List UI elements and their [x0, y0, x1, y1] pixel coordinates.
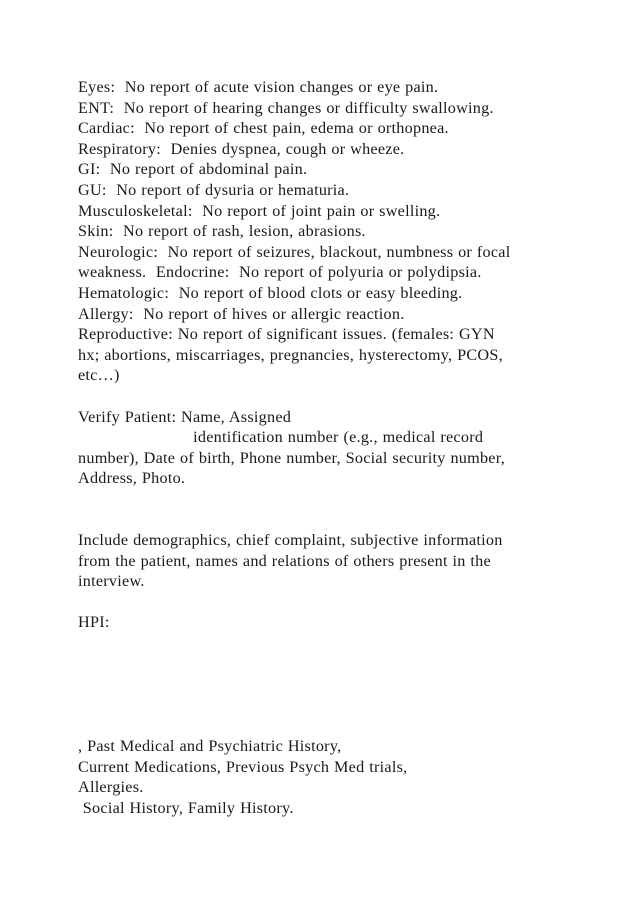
- ros-neurologic: Neurologic: No report of seizures, blackout, numbness or focal: [78, 242, 511, 261]
- history-line: Social History, Family History.: [78, 798, 294, 817]
- history-section: [78, 736, 578, 818]
- ros-neurologic-endocrine-cont: weakness. Endocrine: No report of polyuria or polydipsia.: [78, 263, 482, 282]
- ros-cardiac: Cardiac: No report of chest pain, edema or orthopnea.: [78, 119, 449, 138]
- ros-gu: GU: No report of dysuria or hematuria.: [78, 180, 350, 199]
- document-body: [78, 77, 578, 818]
- include-line: Include demographics, chief complaint, subjective information: [78, 531, 503, 550]
- spacer: [78, 633, 578, 654]
- history-line: Allergies.: [78, 778, 144, 797]
- spacer: [78, 674, 578, 695]
- include-section: [78, 530, 578, 592]
- ros-reproductive-end: etc…): [78, 366, 120, 385]
- verify-patient-line: Verify Patient: Name, Assigned: [78, 407, 292, 426]
- verify-patient-line: identification number (e.g., medical record: [78, 428, 484, 447]
- spacer: [78, 509, 578, 530]
- spacer: [78, 489, 578, 510]
- spacer: [78, 695, 578, 716]
- verify-patient-section: [78, 407, 578, 489]
- ros-reproductive-cont: hx; abortions, miscarriages, pregnancies, hysterectomy, PCOS,: [78, 345, 503, 364]
- include-line: interview.: [78, 572, 145, 591]
- hpi-label: HPI:: [78, 613, 110, 632]
- ros-gi: GI: No report of abdominal pain.: [78, 160, 308, 179]
- history-line: Current Medications, Previous Psych Med trials,: [78, 757, 408, 776]
- spacer: [78, 654, 578, 675]
- spacer: [78, 592, 578, 613]
- history-line: , Past Medical and Psychiatric History,: [78, 737, 342, 755]
- spacer: [78, 715, 578, 736]
- review-of-systems: [78, 77, 578, 386]
- ros-respiratory: Respiratory: Denies dyspnea, cough or wheeze.: [78, 139, 405, 158]
- ros-eyes: Eyes: No report of acute vision changes or eye pain.: [78, 78, 439, 96]
- ros-skin: Skin: No report of rash, lesion, abrasions.: [78, 222, 366, 241]
- ros-ent: ENT: No report of hearing changes or difficulty swallowing.: [78, 98, 494, 117]
- verify-patient-line: Address, Photo.: [78, 469, 186, 488]
- ros-hematologic: Hematologic: No report of blood clots or easy bleeding.: [78, 283, 463, 302]
- include-line: from the patient, names and relations of others present in the: [78, 551, 491, 570]
- ros-musculoskeletal: Musculoskeletal: No report of joint pain or swelling.: [78, 201, 441, 220]
- spacer: [78, 386, 578, 407]
- verify-patient-line: number), Date of birth, Phone number, Social security number,: [78, 448, 506, 467]
- ros-allergy: Allergy: No report of hives or allergic reaction.: [78, 304, 405, 323]
- ros-reproductive: Reproductive: No report of significant issues. (females: GYN: [78, 325, 495, 344]
